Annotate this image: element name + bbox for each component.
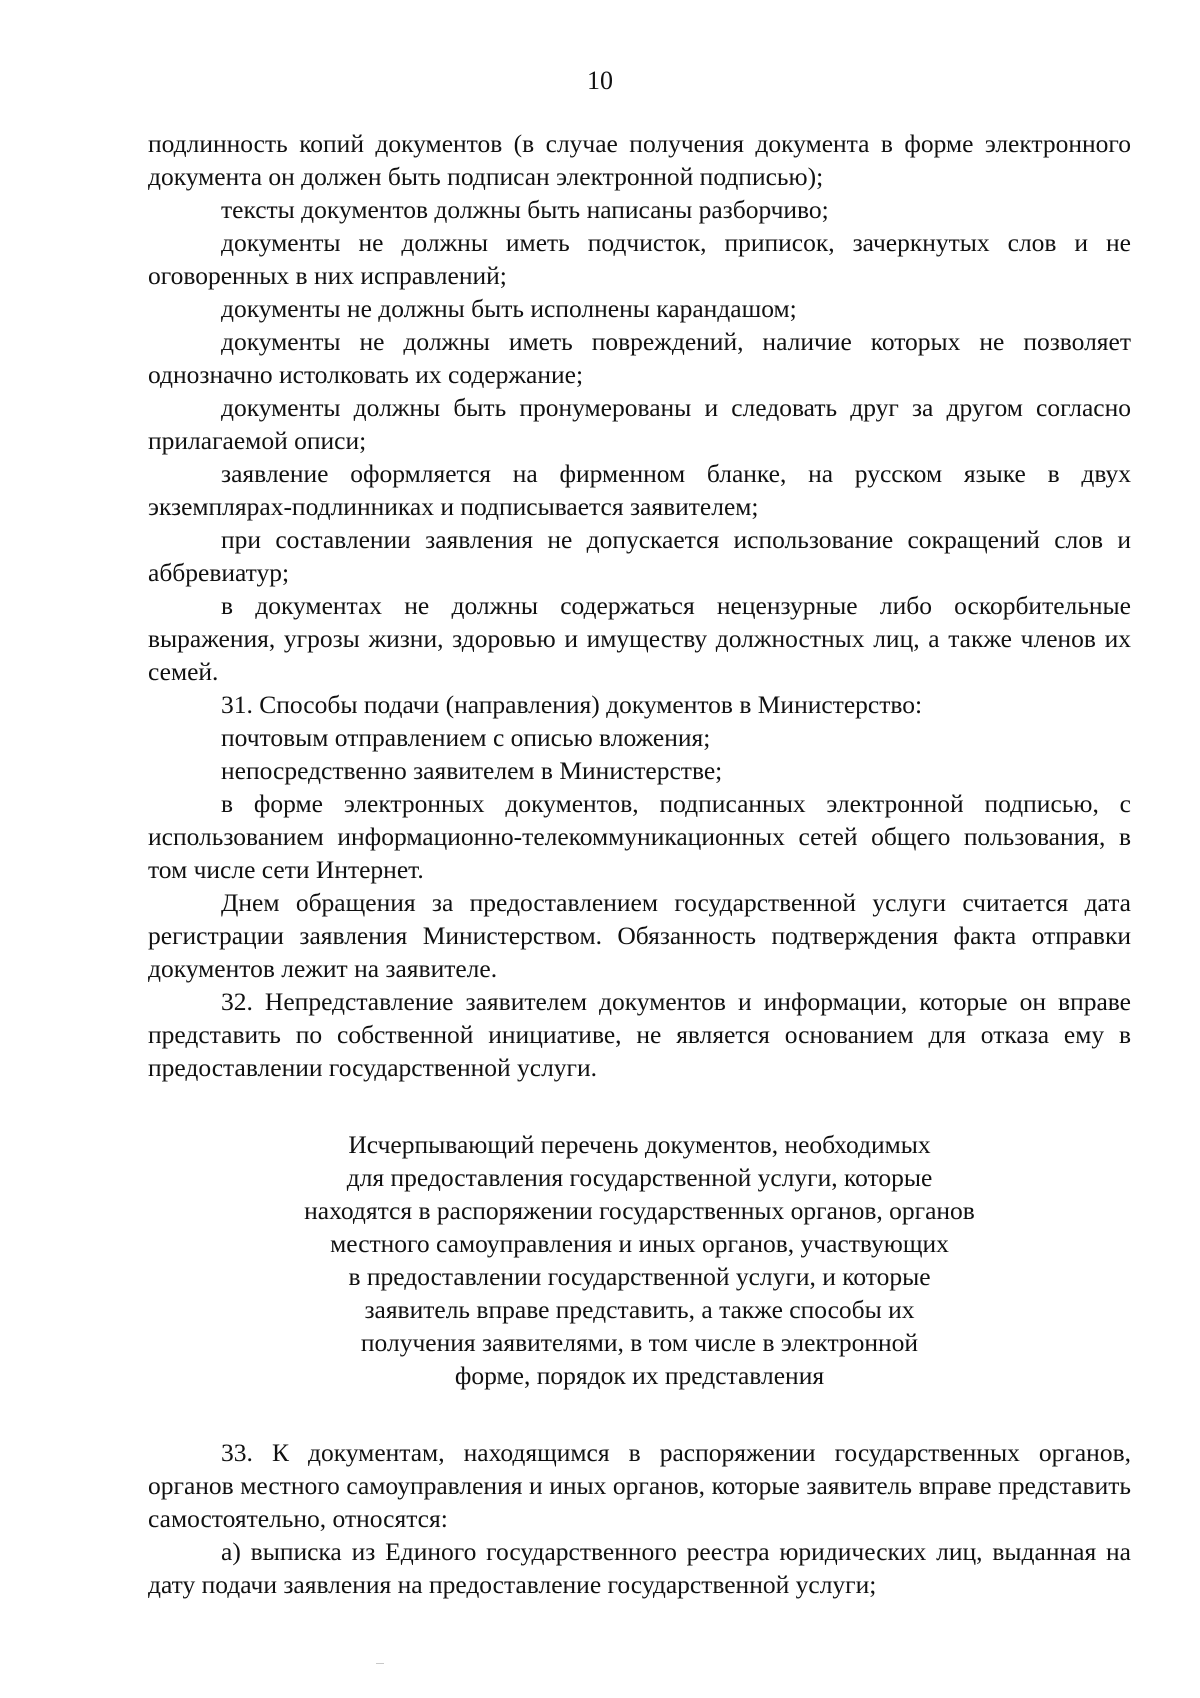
paragraph: 31. Способы подачи (направления) документов в Министерство: (221, 690, 923, 719)
heading-line: находятся в распоряжении государственных органов, органов (304, 1196, 975, 1225)
section-heading (260, 1128, 1020, 1392)
heading-line: местного самоуправления и иных органов, участвующих (330, 1229, 949, 1258)
paragraph: в форме электронных документов, подписанных электронной подписью, с использованием информационно-телекоммуникационных сетей общего пользования, в том числе сети Интернет. (148, 789, 1131, 884)
paragraph: заявление оформляется на фирменном бланке, на русском языке в двух экземплярах-подлинниках и подписывается заявителем; (148, 459, 1131, 521)
paragraph: документы должны быть пронумерованы и следовать друг за другом согласно прилагаемой описи; (148, 393, 1131, 455)
paragraph: 33. К документам, находящимся в распоряжении государственных органов, органов местного самоуправления и иных органов, которые заявитель вправе представить самостоятельно, относятся: (148, 1438, 1131, 1533)
document-body (148, 127, 1131, 1601)
paragraph: непосредственно заявителем в Министерстве; (221, 756, 723, 785)
paragraph: документы не должны иметь повреждений, наличие которых не позволяет однозначно истолковать их содержание; (148, 327, 1131, 389)
heading-line: для предоставления государственной услуги, которые (346, 1163, 933, 1192)
paragraph: документы не должны быть исполнены карандашом; (221, 294, 797, 323)
paragraph: тексты документов должны быть написаны разборчиво; (221, 195, 829, 224)
paragraph: а) выписка из Единого государственного реестра юридических лиц, выданная на дату подачи заявления на предоставление государственной услуги; (148, 1537, 1131, 1599)
paragraph: документы не должны иметь подчисток, приписок, зачеркнутых слов и не оговоренных в них исправлений; (148, 228, 1131, 290)
scan-artifact (376, 1663, 384, 1664)
heading-line: в предоставлении государственной услуги, и которые (348, 1262, 931, 1291)
paragraph: в документах не должны содержаться нецензурные либо оскорбительные выражения, угрозы жизни, здоровью и имуществу должностных лиц, а также членов их семей. (148, 591, 1131, 686)
heading-line: форме, порядок их представления (454, 1361, 825, 1390)
paragraph: почтовым отправлением с описью вложения; (221, 723, 711, 752)
paragraph: 32. Непредставление заявителем документов и информации, которые он вправе представить по собственной инициативе, не является основанием для отказа ему в предоставлении государственной услуги. (148, 987, 1131, 1082)
heading-line: получения заявителями, в том числе в электронной (360, 1328, 919, 1357)
heading-line: Исчерпывающий перечень документов, необходимых (348, 1130, 931, 1159)
paragraphs-before-heading (148, 127, 1131, 1084)
paragraph: Днем обращения за предоставлением государственной услуги считается дата регистрации заявления Министерством. Обязанность подтверждения факта отправки документов лежит на заявителе. (148, 888, 1131, 983)
heading-line: заявитель вправе представить, а также способы их (364, 1295, 915, 1324)
paragraph: подлинность копий документов (в случае получения документа в форме электронного документа он должен быть подписан электронной подписью); (148, 129, 1131, 191)
paragraph: при составлении заявления не допускается использование сокращений слов и аббревиатур; (148, 525, 1131, 587)
paragraphs-after-heading (148, 1436, 1131, 1601)
page-number: 10 (587, 66, 613, 95)
